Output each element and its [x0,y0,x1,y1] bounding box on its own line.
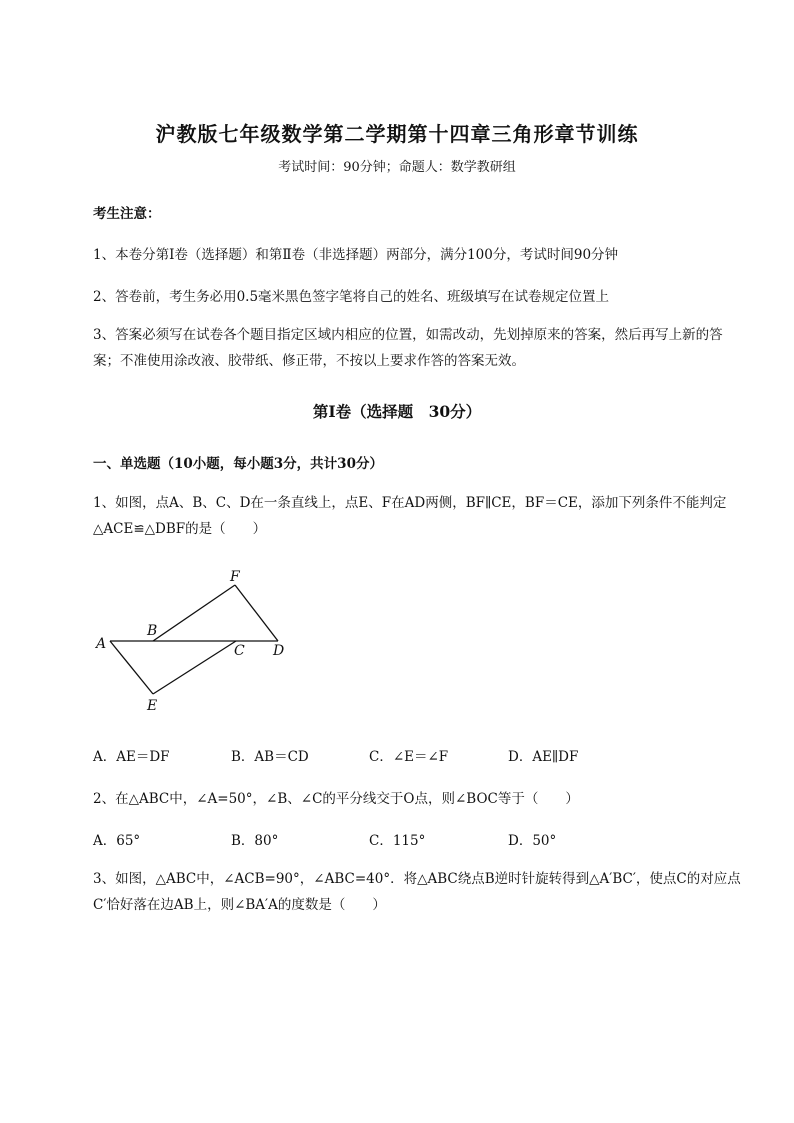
page-title: 沪教版七年级数学第二学期第十四章三角形章节训练 [155,122,639,146]
notice-item-2: 2、答卷前，考生务必用0.5毫米黑色签字笔将自己的姓名、班级填写在试卷规定位置上 [93,289,610,305]
q1-option-a: A．AE＝DF [93,749,170,765]
question-1-figure [90,565,310,720]
label-b: B [147,623,158,639]
q1-option-c: C．∠E＝∠F [369,749,449,765]
label-c: C [234,643,245,659]
q2-option-d: D．50° [508,833,557,849]
notice-heading: 考生注意： [93,206,161,222]
label-d: D [273,643,285,659]
question-3-stem: 3、如图，△ABC中，∠ACB=90°，∠ABC=40°．将△ABC绕点B逆时针旋转得到△A′BC′，使点C的对应点C′恰好落在边AB上，则∠BA′A的度数是（ ） [93,871,741,913]
q2-option-a: A．65° [93,833,141,849]
section-title: 第I卷（选择题 30分） [312,402,482,421]
label-a: A [96,636,107,652]
line-ae [110,641,153,694]
line-fd [235,585,278,641]
part-heading: 一、单选题（10小题，每小题3分，共计30分） [93,456,383,472]
label-e: E [147,698,158,714]
question-1-stem: 1、如图，点A、B、C、D在一条直线上，点E、F在AD两侧，BF∥CE，BF＝CE，添加下列条件不能判定△ACE≌△DBF的是（ ） [93,495,727,537]
label-f: F [230,569,240,585]
q1-option-b: B．AB＝CD [231,749,309,765]
line-bf [153,585,235,641]
exam-info: 考试时间：90分钟；命题人：数学教研组 [278,160,516,175]
line-ec [153,641,236,694]
notice-item-3: 3、答案必须写在试卷各个题目指定区域内相应的位置，如需改动，先划掉原来的答案，然后再写上新的答案；不准使用涂改液、胶带纸、修正带，不按以上要求作答的答案无效。 [93,327,723,369]
q2-option-c: C．115° [369,833,426,849]
q1-option-d: D．AE∥DF [508,749,579,765]
question-2-stem: 2、在△ABC中，∠A=50°，∠B、∠C的平分线交于O点，则∠BOC等于（ ） [93,791,579,807]
q2-option-b: B．80° [231,833,279,849]
notice-item-1: 1、本卷分第I卷（选择题）和第Ⅱ卷（非选择题）两部分，满分100分，考试时间90分钟 [93,247,619,263]
